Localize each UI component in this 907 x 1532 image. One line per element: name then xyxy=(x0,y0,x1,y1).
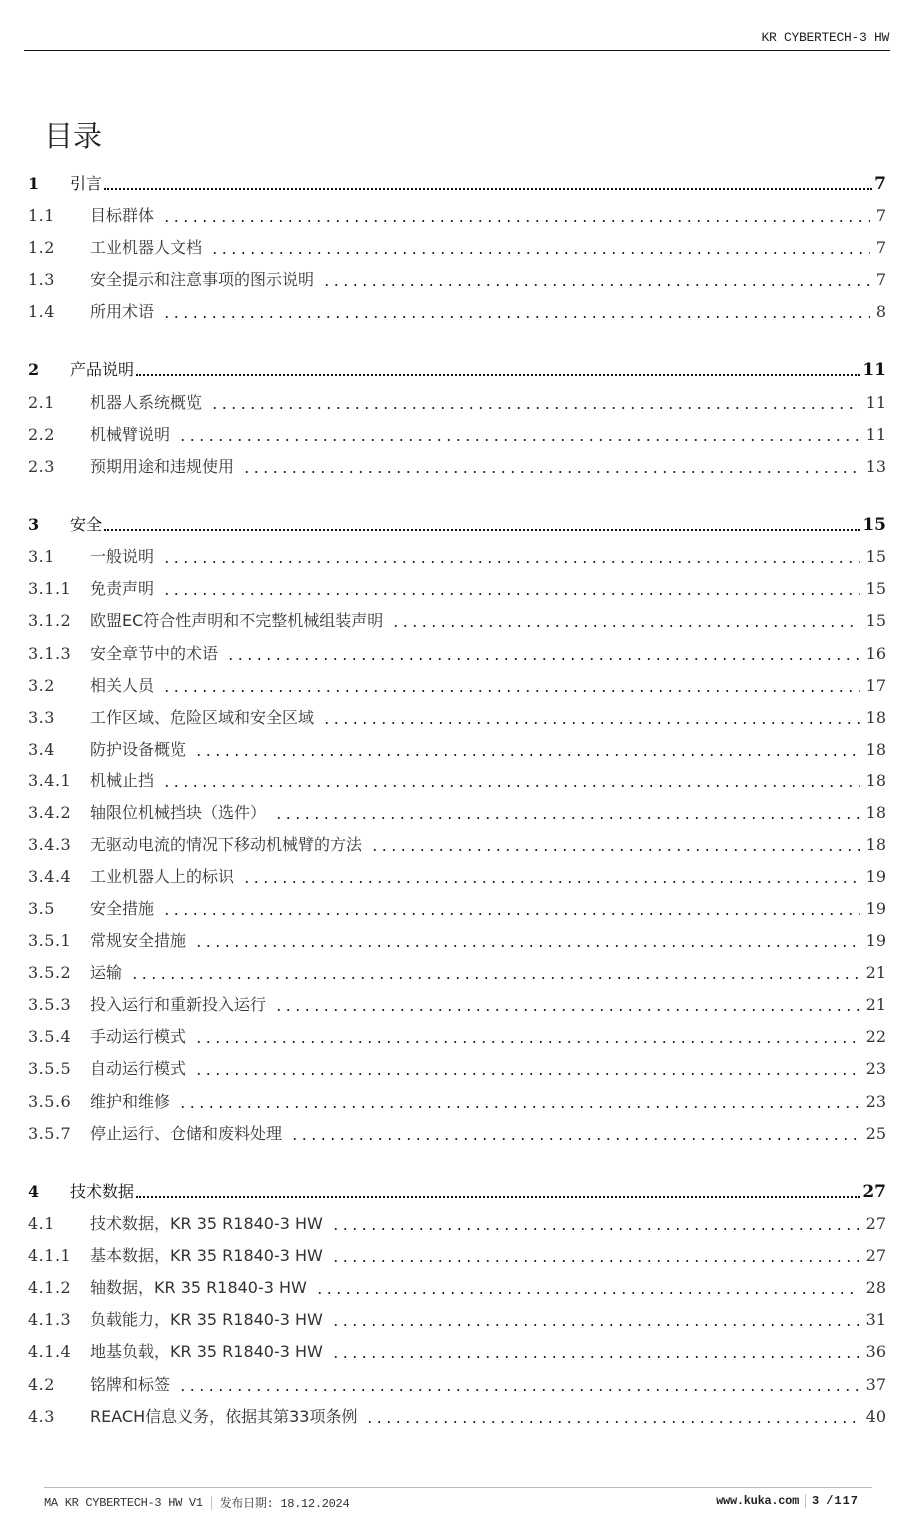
toc-section-entry[interactable] xyxy=(28,640,886,664)
toc-entry-number: 2.3 xyxy=(28,457,55,476)
toc-section-entry[interactable] xyxy=(28,1306,886,1330)
toc-entry-number: 2.1 xyxy=(28,393,55,412)
toc-section-entry[interactable] xyxy=(28,831,886,855)
toc-entry-title: 工业机器人上的标识 xyxy=(90,867,235,886)
toc-entry-number: 3.2 xyxy=(28,676,55,695)
toc-section-entry[interactable] xyxy=(28,1023,886,1047)
toc-entry-page-number: 15 xyxy=(862,515,886,535)
toc-entry-title: 运输 xyxy=(90,963,123,982)
toc-dot-leader xyxy=(136,374,860,376)
toc-dot-leader xyxy=(178,1389,860,1391)
toc-entry-title: 手动运行模式 xyxy=(90,1027,187,1046)
toc-entry-title: 铭牌和标签 xyxy=(90,1375,171,1394)
toc-dot-leader xyxy=(242,471,860,473)
toc-entry-title: 预期用途和违规使用 xyxy=(90,457,235,476)
toc-section-entry[interactable] xyxy=(28,799,886,823)
toc-entry-number: 3.5 xyxy=(28,899,55,918)
toc-entry-page-number: 27 xyxy=(865,1246,886,1265)
toc-dot-leader xyxy=(162,593,860,595)
toc-dot-leader xyxy=(331,1324,860,1326)
toc-dot-leader xyxy=(322,722,860,724)
toc-section-entry[interactable] xyxy=(28,736,886,760)
toc-section-entry[interactable] xyxy=(28,1210,886,1234)
toc-entry-title: 无驱动电流的情况下移动机械臂的方法 xyxy=(90,835,363,854)
toc-section-entry[interactable] xyxy=(28,1338,886,1362)
toc-dot-leader xyxy=(178,1106,860,1108)
toc-dot-leader xyxy=(322,284,870,286)
toc-dot-leader xyxy=(274,817,860,819)
header-product-name: KR CYBERTECH-3 HW xyxy=(761,30,889,45)
toc-dot-leader xyxy=(331,1260,860,1262)
toc-dot-leader xyxy=(162,561,860,563)
toc-entry-title: 安全 xyxy=(70,515,103,534)
toc-entry-page-number: 23 xyxy=(865,1059,886,1078)
toc-section-entry[interactable] xyxy=(28,453,886,477)
toc-entry-title: 基本数据，KR 35 R1840-3 HW xyxy=(90,1246,323,1265)
toc-entry-page-number: 19 xyxy=(865,867,886,886)
toc-entry-number: 2.2 xyxy=(28,425,55,444)
toc-dot-leader xyxy=(194,1041,860,1043)
toc-entry-page-number: 8 xyxy=(875,302,886,321)
toc-section-entry[interactable] xyxy=(28,895,886,919)
toc-entry-page-number: 21 xyxy=(865,963,886,982)
toc-entry-number: 4.1.1 xyxy=(28,1246,72,1265)
toc-entry-title: 轴限位机械挡块（选件） xyxy=(90,803,267,822)
toc-entry-number: 3.5.6 xyxy=(28,1092,72,1111)
toc-entry-page-number: 19 xyxy=(865,899,886,918)
toc-entry-number: 3.3 xyxy=(28,708,55,727)
toc-entry-title: 目标群体 xyxy=(90,206,155,225)
toc-entry-title: 轴数据，KR 35 R1840-3 HW xyxy=(90,1278,307,1297)
toc-entry-number: 4 xyxy=(28,1182,40,1201)
toc-entry-title: 工作区域、危险区域和安全区域 xyxy=(90,708,315,727)
toc-entry-number: 1.1 xyxy=(28,206,55,225)
toc-entry-number: 3.4.4 xyxy=(28,867,72,886)
footer-divider xyxy=(44,1487,872,1488)
toc-dot-leader xyxy=(194,945,860,947)
toc-entry-page-number: 18 xyxy=(865,771,886,790)
toc-entry-page-number: 37 xyxy=(865,1375,886,1394)
toc-entry-page-number: 18 xyxy=(865,803,886,822)
footer-page-total: /117 xyxy=(826,1494,859,1508)
toc-section-entry[interactable] xyxy=(28,959,886,983)
toc-dot-leader xyxy=(370,849,860,851)
toc-dot-leader xyxy=(331,1228,860,1230)
footer-release-date: 发布日期: 18.12.2024 xyxy=(219,1497,350,1511)
toc-dot-leader xyxy=(162,220,870,222)
toc-section-entry[interactable] xyxy=(28,1088,886,1112)
toc-entry-page-number: 25 xyxy=(865,1124,886,1143)
toc-entry-page-number: 27 xyxy=(862,1182,886,1202)
toc-entry-title: 欧盟EC符合性声明和不完整机械组装声明 xyxy=(90,611,384,630)
toc-section-entry[interactable] xyxy=(28,607,886,631)
toc-entry-number: 3.4.3 xyxy=(28,835,72,854)
toc-entry-page-number: 7 xyxy=(875,270,886,289)
toc-entry-page-number: 18 xyxy=(865,740,886,759)
toc-dot-leader xyxy=(104,188,872,190)
toc-entry-title: 一般说明 xyxy=(90,547,155,566)
footer-page-current: 3 xyxy=(811,1494,821,1508)
toc-dot-leader xyxy=(391,625,859,627)
toc-entry-title: 地基负载，KR 35 R1840-3 HW xyxy=(90,1342,323,1361)
toc-entry-page-number: 18 xyxy=(865,708,886,727)
toc-section-entry[interactable] xyxy=(28,672,886,696)
toc-section-entry[interactable] xyxy=(28,1274,886,1298)
footer-document-info xyxy=(44,1494,349,1511)
toc-entry-number: 3.1.3 xyxy=(28,644,72,663)
toc-entry-title: 技术数据 xyxy=(70,1182,135,1201)
toc-entry-title: 相关人员 xyxy=(90,676,155,695)
toc-dot-leader xyxy=(130,977,860,979)
toc-entry-number: 1.4 xyxy=(28,302,55,321)
toc-chapter-entry[interactable] xyxy=(28,1178,886,1202)
toc-section-entry[interactable] xyxy=(28,1120,886,1144)
toc-dot-leader xyxy=(104,529,860,531)
toc-section-entry[interactable] xyxy=(28,767,886,791)
toc-dot-leader xyxy=(315,1292,860,1294)
footer-page-info xyxy=(716,1494,859,1508)
footer-separator xyxy=(211,1496,212,1510)
toc-entry-number: 3.4 xyxy=(28,740,55,759)
toc-entry-page-number: 7 xyxy=(874,174,886,194)
toc-entry-number: 4.1.3 xyxy=(28,1310,72,1329)
toc-entry-page-number: 22 xyxy=(865,1027,886,1046)
toc-entry-title: 负载能力，KR 35 R1840-3 HW xyxy=(90,1310,323,1329)
toc-dot-leader xyxy=(242,881,860,883)
toc-dot-leader xyxy=(194,1073,860,1075)
toc-entry-title: 机器人系统概览 xyxy=(90,393,203,412)
toc-entry-title: 自动运行模式 xyxy=(90,1059,187,1078)
toc-entry-number: 3.5.3 xyxy=(28,995,72,1014)
toc-entry-number: 4.1 xyxy=(28,1214,55,1233)
toc-entry-number: 3 xyxy=(28,515,40,534)
toc-entry-page-number: 17 xyxy=(865,676,886,695)
toc-entry-number: 3.1 xyxy=(28,547,55,566)
toc-dot-leader xyxy=(136,1196,860,1198)
toc-entry-title: 维护和维修 xyxy=(90,1092,171,1111)
toc-dot-leader xyxy=(162,785,860,787)
toc-dot-leader xyxy=(162,913,860,915)
toc-entry-title: 工业机器人文档 xyxy=(90,238,203,257)
toc-entry-page-number: 19 xyxy=(865,931,886,950)
toc-entry-page-number: 23 xyxy=(865,1092,886,1111)
toc-entry-page-number: 15 xyxy=(865,611,886,630)
toc-section-entry[interactable] xyxy=(28,927,886,951)
footer-website-link[interactable]: www.kuka.com xyxy=(716,1494,799,1508)
toc-entry-title: 安全提示和注意事项的图示说明 xyxy=(90,270,315,289)
toc-entry-title: 技术数据，KR 35 R1840-3 HW xyxy=(90,1214,323,1233)
toc-section-entry[interactable] xyxy=(28,202,886,226)
toc-dot-leader xyxy=(178,439,860,441)
toc-dot-leader xyxy=(194,754,860,756)
toc-entry-number: 1.2 xyxy=(28,238,55,257)
toc-section-entry[interactable] xyxy=(28,1403,886,1427)
toc-entry-title: 防护设备概览 xyxy=(90,740,187,759)
toc-section-entry[interactable] xyxy=(28,991,886,1015)
toc-entry-number: 3.5.7 xyxy=(28,1124,72,1143)
toc-entry-number: 3.4.1 xyxy=(28,771,72,790)
toc-entry-title: 安全措施 xyxy=(90,899,155,918)
toc-dot-leader xyxy=(226,658,860,660)
toc-dot-leader xyxy=(274,1009,860,1011)
footer-separator xyxy=(805,1494,806,1508)
toc-dot-leader xyxy=(290,1138,860,1140)
toc-section-entry[interactable] xyxy=(28,298,886,322)
toc-chapter-entry[interactable] xyxy=(28,356,886,380)
toc-entry-title: 机械臂说明 xyxy=(90,425,171,444)
toc-entry-page-number: 7 xyxy=(875,238,886,257)
toc-entry-page-number: 28 xyxy=(865,1278,886,1297)
toc-entry-number: 4.1.2 xyxy=(28,1278,72,1297)
toc-entry-title: 常规安全措施 xyxy=(90,931,187,950)
footer-doc-id: MA KR CYBERTECH-3 HW V1 xyxy=(44,1495,203,1510)
toc-entry-page-number: 27 xyxy=(865,1214,886,1233)
toc-entry-number: 1.3 xyxy=(28,270,55,289)
toc-entry-number: 1 xyxy=(28,174,40,193)
toc-dot-leader xyxy=(331,1356,860,1358)
toc-entry-page-number: 11 xyxy=(862,360,886,380)
toc-chapter-entry[interactable] xyxy=(28,511,886,535)
toc-section-entry[interactable] xyxy=(28,704,886,728)
toc-entry-number: 4.2 xyxy=(28,1375,55,1394)
toc-entry-title: 免责声明 xyxy=(90,579,155,598)
header-divider xyxy=(24,50,890,51)
toc-section-entry[interactable] xyxy=(28,389,886,413)
toc-entry-page-number: 11 xyxy=(865,425,886,444)
toc-dot-leader xyxy=(365,1421,859,1423)
toc-entry-number: 3.5.2 xyxy=(28,963,72,982)
toc-entry-number: 4.1.4 xyxy=(28,1342,72,1361)
toc-section-entry[interactable] xyxy=(28,421,886,445)
toc-entry-title: REACH信息义务，依据其第33项条例 xyxy=(90,1407,358,1426)
toc-dot-leader xyxy=(210,407,860,409)
toc-entry-page-number: 36 xyxy=(865,1342,886,1361)
toc-entry-title: 产品说明 xyxy=(70,360,135,379)
toc-entry-title: 机械止挡 xyxy=(90,771,155,790)
toc-section-entry[interactable] xyxy=(28,1242,886,1266)
toc-entry-page-number: 21 xyxy=(865,995,886,1014)
toc-section-entry[interactable] xyxy=(28,234,886,258)
toc-section-entry[interactable] xyxy=(28,543,886,567)
toc-entry-title: 安全章节中的术语 xyxy=(90,644,219,663)
toc-section-entry[interactable] xyxy=(28,575,886,599)
toc-entry-title: 停止运行、仓储和废料处理 xyxy=(90,1124,283,1143)
toc-entry-number: 3.4.2 xyxy=(28,803,72,822)
toc-dot-leader xyxy=(210,252,870,254)
toc-entry-number: 4.3 xyxy=(28,1407,55,1426)
toc-dot-leader xyxy=(162,316,870,318)
toc-section-entry[interactable] xyxy=(28,863,886,887)
toc-entry-page-number: 15 xyxy=(865,547,886,566)
toc-section-entry[interactable] xyxy=(28,266,886,290)
toc-section-entry[interactable] xyxy=(28,1055,886,1079)
toc-entry-page-number: 16 xyxy=(865,644,886,663)
toc-section-entry[interactable] xyxy=(28,1371,886,1395)
toc-entry-page-number: 40 xyxy=(865,1407,886,1426)
toc-entry-number: 3.5.1 xyxy=(28,931,72,950)
toc-dot-leader xyxy=(162,690,860,692)
toc-chapter-entry[interactable] xyxy=(28,170,886,194)
toc-entry-number: 3.1.1 xyxy=(28,579,72,598)
toc-entry-number: 3.5.5 xyxy=(28,1059,72,1078)
toc-entry-page-number: 18 xyxy=(865,835,886,854)
toc-entry-title: 投入运行和重新投入运行 xyxy=(90,995,267,1014)
toc-entry-page-number: 31 xyxy=(865,1310,886,1329)
page-title: 目录 xyxy=(44,119,103,154)
toc-entry-page-number: 15 xyxy=(865,579,886,598)
toc-entry-number: 3.5.4 xyxy=(28,1027,72,1046)
toc-entry-page-number: 7 xyxy=(875,206,886,225)
toc-entry-number: 3.1.2 xyxy=(28,611,72,630)
toc-entry-number: 2 xyxy=(28,360,40,379)
toc-entry-page-number: 13 xyxy=(865,457,886,476)
toc-entry-title: 所用术语 xyxy=(90,302,155,321)
toc-entry-title: 引言 xyxy=(70,174,103,193)
toc-entry-page-number: 11 xyxy=(865,393,886,412)
